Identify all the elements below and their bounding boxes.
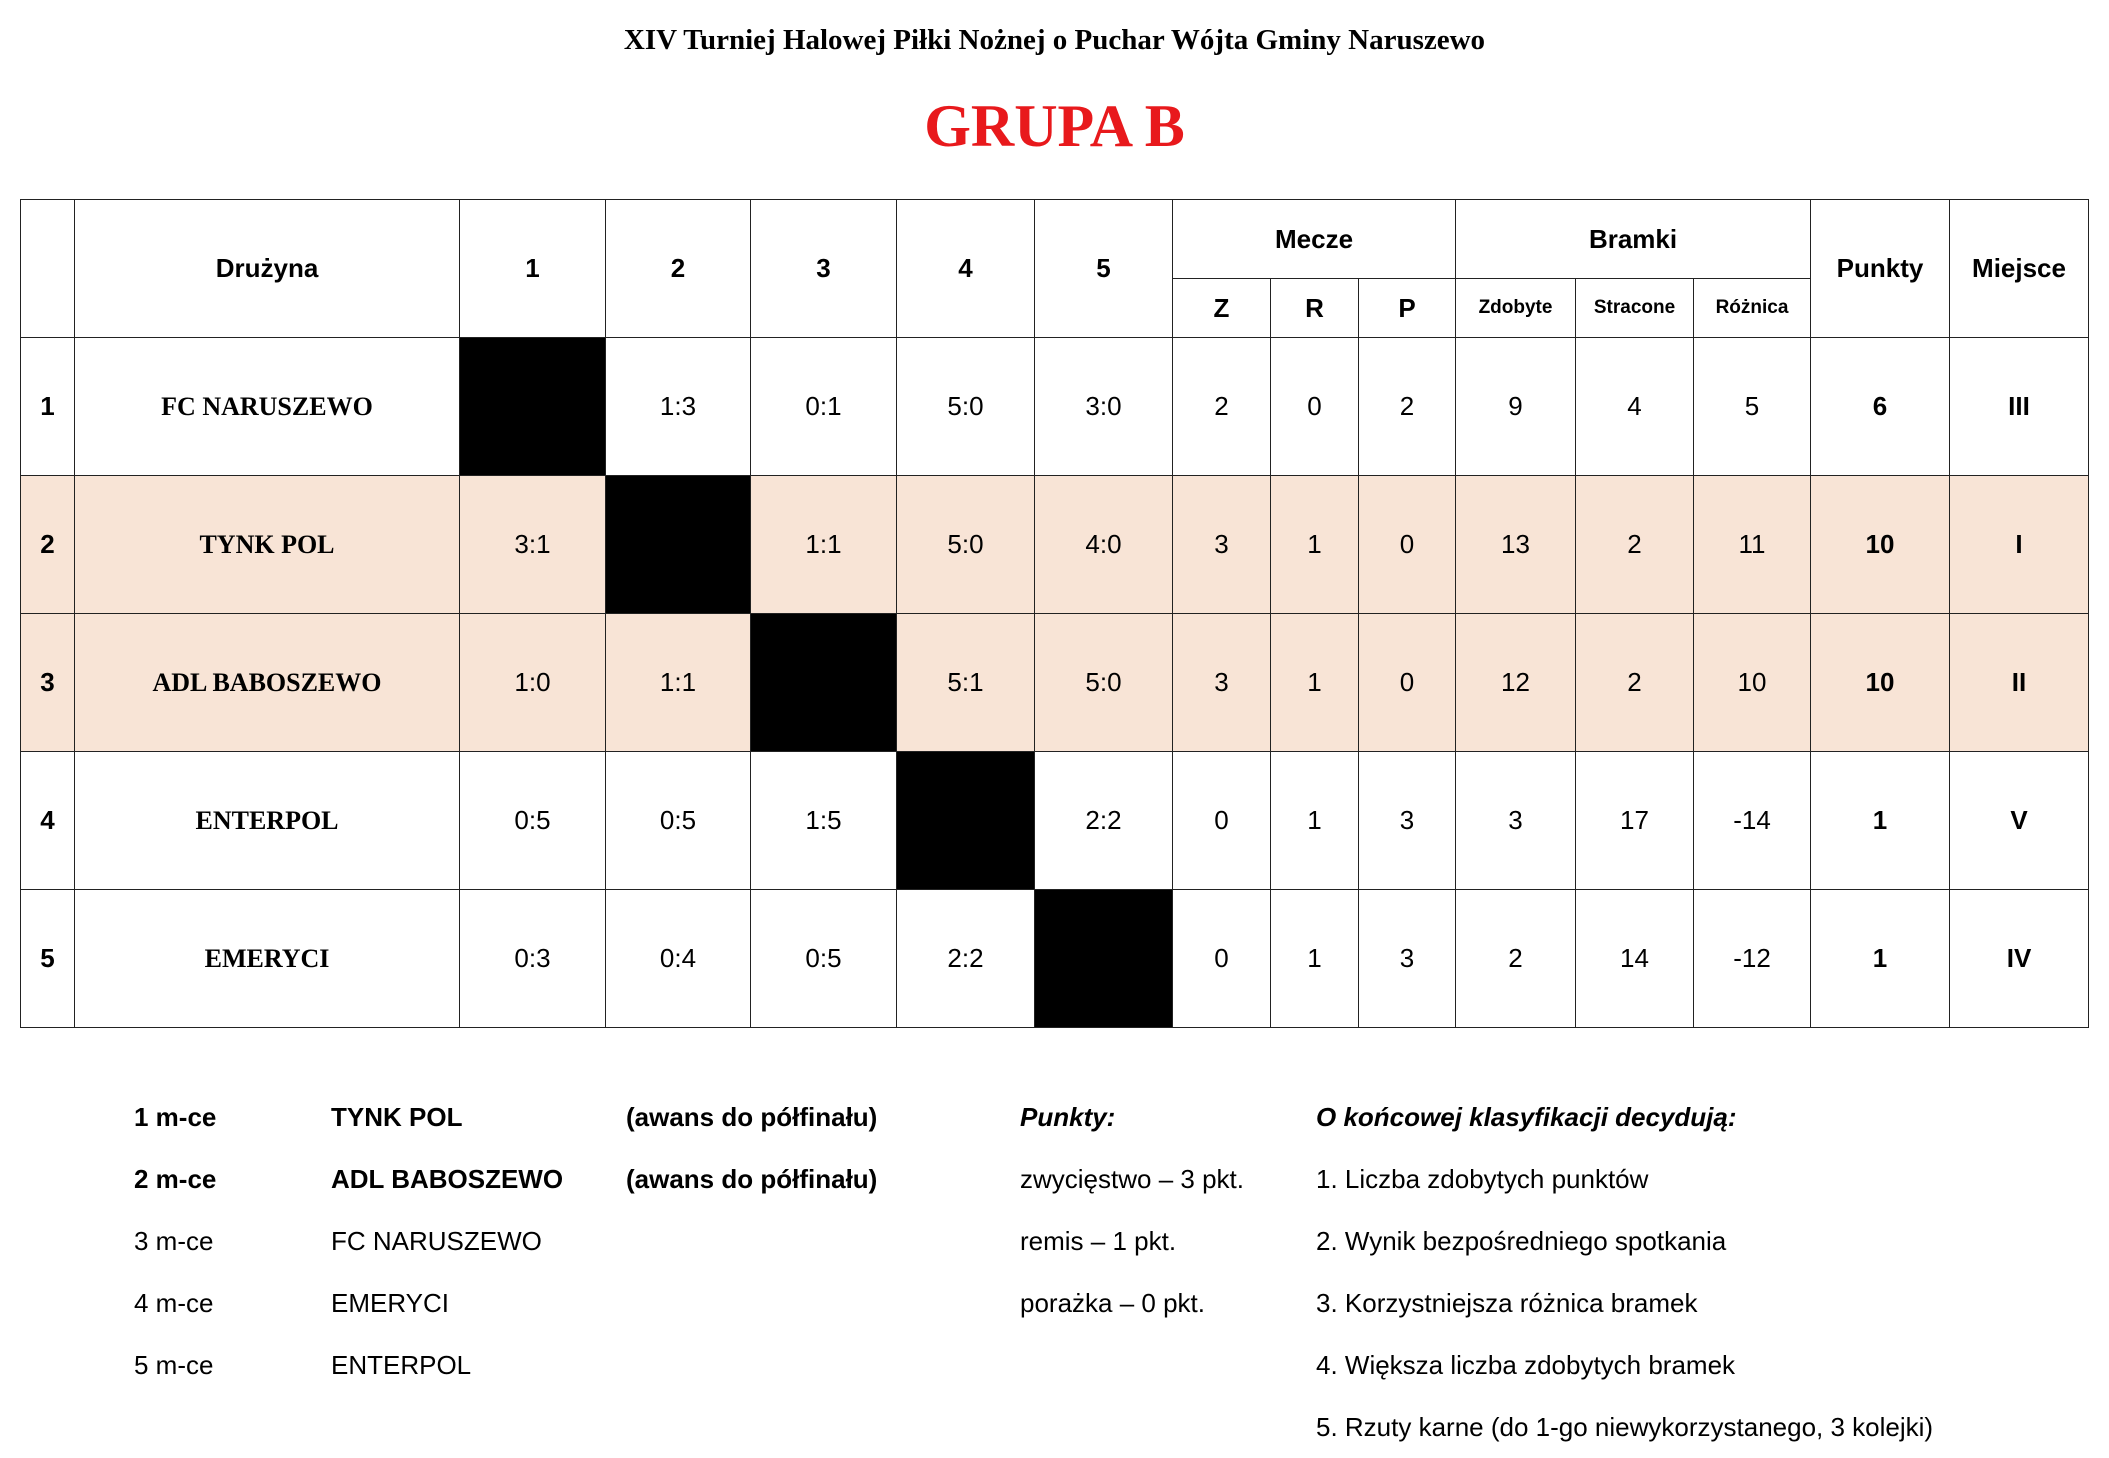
goal-difference: 5 bbox=[1694, 338, 1811, 476]
header-goals: Bramki bbox=[1456, 200, 1811, 279]
goals-conceded: 2 bbox=[1576, 476, 1694, 614]
row-number: 5 bbox=[21, 890, 75, 1028]
place: IV bbox=[1950, 890, 2089, 1028]
match-result: 3:1 bbox=[460, 476, 606, 614]
self-match-cell bbox=[751, 614, 897, 752]
goals-scored: 12 bbox=[1456, 614, 1576, 752]
header-wins: Z bbox=[1173, 279, 1271, 338]
match-result: 5:1 bbox=[897, 614, 1035, 752]
goals-scored: 13 bbox=[1456, 476, 1576, 614]
wins: 2 bbox=[1173, 338, 1271, 476]
place: III bbox=[1950, 338, 2089, 476]
header-col-3: 3 bbox=[751, 200, 897, 338]
match-result: 1:1 bbox=[751, 476, 897, 614]
tournament-title: XIV Turniej Halowej Piłki Nożnej o Puchar Wójta Gminy Naruszewo bbox=[623, 24, 1486, 56]
tiebreak-item: 2. Wynik bezpośredniego spotkania bbox=[1316, 1226, 1727, 1256]
group-title: GRUPA B bbox=[924, 93, 1185, 159]
draws: 0 bbox=[1271, 338, 1359, 476]
standing-note bbox=[626, 1334, 877, 1396]
header-diff: Różnica bbox=[1694, 279, 1811, 338]
goal-difference: -12 bbox=[1694, 890, 1811, 1028]
losses: 0 bbox=[1359, 614, 1456, 752]
standing-position: 5 m-ce bbox=[134, 1350, 214, 1380]
wins: 3 bbox=[1173, 614, 1271, 752]
points: 1 bbox=[1811, 890, 1950, 1028]
team-row bbox=[21, 614, 2089, 752]
match-result: 2:2 bbox=[897, 890, 1035, 1028]
standing-note bbox=[626, 1272, 877, 1334]
match-result: 0:3 bbox=[460, 890, 606, 1028]
goals-scored: 9 bbox=[1456, 338, 1576, 476]
match-result: 0:5 bbox=[606, 752, 751, 890]
group-table bbox=[20, 199, 2089, 1028]
place: V bbox=[1950, 752, 2089, 890]
self-match-cell bbox=[897, 752, 1035, 890]
match-result: 1:0 bbox=[460, 614, 606, 752]
draws: 1 bbox=[1271, 752, 1359, 890]
standing-position: 1 m-ce bbox=[134, 1102, 217, 1132]
points-rules bbox=[1020, 1086, 1244, 1334]
header-team: Drużyna bbox=[75, 200, 460, 338]
team-name: EMERYCI bbox=[75, 890, 460, 1028]
wins: 0 bbox=[1173, 890, 1271, 1028]
standing-team: ADL BABOSZEWO bbox=[331, 1164, 564, 1194]
standing-team: TYNK POL bbox=[331, 1102, 463, 1132]
match-result: 0:4 bbox=[606, 890, 751, 1028]
losses: 3 bbox=[1359, 890, 1456, 1028]
match-result: 5:0 bbox=[897, 476, 1035, 614]
losses: 2 bbox=[1359, 338, 1456, 476]
header-place: Miejsce bbox=[1950, 200, 2089, 338]
place: I bbox=[1950, 476, 2089, 614]
points: 10 bbox=[1811, 476, 1950, 614]
match-result: 0:1 bbox=[751, 338, 897, 476]
points-rules-title: Punkty: bbox=[1020, 1102, 1116, 1132]
team-name: TYNK POL bbox=[75, 476, 460, 614]
standings-teams bbox=[331, 1086, 563, 1396]
goals-scored: 2 bbox=[1456, 890, 1576, 1028]
team-row bbox=[21, 476, 2089, 614]
header-points: Punkty bbox=[1811, 200, 1950, 338]
match-result: 5:0 bbox=[1035, 614, 1173, 752]
header-conceded: Stracone bbox=[1576, 279, 1694, 338]
header-col-5: 5 bbox=[1035, 200, 1173, 338]
match-result: 0:5 bbox=[460, 752, 606, 890]
team-name: FC NARUSZEWO bbox=[75, 338, 460, 476]
standing-note bbox=[626, 1210, 877, 1272]
header-col-1: 1 bbox=[460, 200, 606, 338]
standing-position: 2 m-ce bbox=[134, 1164, 217, 1194]
standings-positions bbox=[134, 1086, 216, 1396]
tiebreak-title: O końcowej klasyfikacji decydują: bbox=[1316, 1102, 1737, 1132]
self-match-cell bbox=[606, 476, 751, 614]
goals-conceded: 4 bbox=[1576, 338, 1694, 476]
tiebreak-rules bbox=[1316, 1086, 1933, 1458]
match-result: 1:1 bbox=[606, 614, 751, 752]
tiebreak-item: 4. Większa liczba zdobytych bramek bbox=[1316, 1350, 1736, 1380]
goal-difference: 10 bbox=[1694, 614, 1811, 752]
team-name: ADL BABOSZEWO bbox=[75, 614, 460, 752]
standing-note: (awans do półfinału) bbox=[626, 1164, 878, 1194]
header-col-4: 4 bbox=[897, 200, 1035, 338]
goals-scored: 3 bbox=[1456, 752, 1576, 890]
wins: 3 bbox=[1173, 476, 1271, 614]
points-rule-win: zwycięstwo – 3 pkt. bbox=[1020, 1164, 1244, 1194]
place: II bbox=[1950, 614, 2089, 752]
losses: 0 bbox=[1359, 476, 1456, 614]
row-number: 3 bbox=[21, 614, 75, 752]
team-name: ENTERPOL bbox=[75, 752, 460, 890]
losses: 3 bbox=[1359, 752, 1456, 890]
points: 10 bbox=[1811, 614, 1950, 752]
self-match-cell bbox=[460, 338, 606, 476]
standing-note: (awans do półfinału) bbox=[626, 1102, 878, 1132]
tiebreak-item: 1. Liczba zdobytych punktów bbox=[1316, 1164, 1649, 1194]
tiebreak-item: 3. Korzystniejsza różnica bramek bbox=[1316, 1288, 1698, 1318]
goals-conceded: 14 bbox=[1576, 890, 1694, 1028]
wins: 0 bbox=[1173, 752, 1271, 890]
points-rule-draw: remis – 1 pkt. bbox=[1020, 1226, 1177, 1256]
goals-conceded: 2 bbox=[1576, 614, 1694, 752]
header-col-2: 2 bbox=[606, 200, 751, 338]
header-row bbox=[21, 200, 2089, 279]
row-number: 4 bbox=[21, 752, 75, 890]
team-row bbox=[21, 752, 2089, 890]
standings-notes bbox=[626, 1086, 877, 1396]
header-matches: Mecze bbox=[1173, 200, 1456, 279]
header-draws: R bbox=[1271, 279, 1359, 338]
team-row bbox=[21, 338, 2089, 476]
goal-difference: 11 bbox=[1694, 476, 1811, 614]
row-number: 1 bbox=[21, 338, 75, 476]
self-match-cell bbox=[1035, 890, 1173, 1028]
draws: 1 bbox=[1271, 476, 1359, 614]
standing-position: 4 m-ce bbox=[134, 1288, 214, 1318]
goals-conceded: 17 bbox=[1576, 752, 1694, 890]
goal-difference: -14 bbox=[1694, 752, 1811, 890]
standing-team: ENTERPOL bbox=[331, 1350, 472, 1380]
header-losses: P bbox=[1359, 279, 1456, 338]
row-number: 2 bbox=[21, 476, 75, 614]
draws: 1 bbox=[1271, 614, 1359, 752]
tiebreak-item: 5. Rzuty karne (do 1-go niewykorzystanego, 3 kolejki) bbox=[1316, 1412, 1934, 1442]
standing-team: FC NARUSZEWO bbox=[331, 1226, 542, 1256]
points: 1 bbox=[1811, 752, 1950, 890]
match-result: 1:3 bbox=[606, 338, 751, 476]
header-number-cell bbox=[21, 200, 75, 338]
points: 6 bbox=[1811, 338, 1950, 476]
header-scored: Zdobyte bbox=[1456, 279, 1576, 338]
match-result: 5:0 bbox=[897, 338, 1035, 476]
standing-position: 3 m-ce bbox=[134, 1226, 214, 1256]
match-result: 3:0 bbox=[1035, 338, 1173, 476]
match-result: 0:5 bbox=[751, 890, 897, 1028]
match-result: 2:2 bbox=[1035, 752, 1173, 890]
standing-team: EMERYCI bbox=[331, 1288, 449, 1318]
match-result: 1:5 bbox=[751, 752, 897, 890]
points-rule-loss: porażka – 0 pkt. bbox=[1020, 1288, 1205, 1318]
match-result: 4:0 bbox=[1035, 476, 1173, 614]
team-row bbox=[21, 890, 2089, 1028]
draws: 1 bbox=[1271, 890, 1359, 1028]
